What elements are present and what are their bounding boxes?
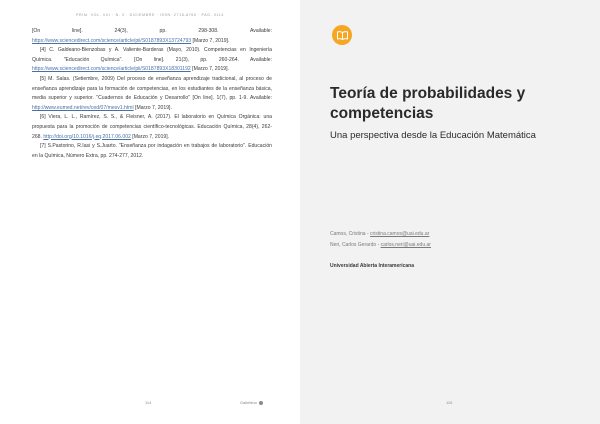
article-subtitle: Una perspectiva desde la Educación Matemática [330, 130, 536, 141]
right-page [300, 0, 600, 424]
reference-list [32, 27, 272, 161]
open-book-icon [337, 31, 348, 40]
author-line: Neri, Carlos Gerardo - carlos.neri@uai.edu.ar [330, 242, 431, 248]
brand-logo-icon [259, 401, 263, 405]
reference-item: [5] M. Salas. (Setiembre, 2009) Del proceso de enseñanza aprendizaje tradicional, al proceso de enseñanza aprendizaje para la formación de competencias, en los estudiantes de la enseñanza básica, media superior y superior. "Cuadernos de Educación y Desarrollo" [On line]. 1(7), pp. 1-9. Available: http://www.eumed.net/rev/ced/07/mesv1.html [Marzo 7, 2019]. [32, 75, 272, 111]
author-line: Camos, Cristina - cristina.camos@uai.edu.ar [330, 231, 430, 237]
running-head: PRIM. VOL. XIII · N. 3 · DICIEMBRE · ISSN: 2718-8760 · PAG. 0114 [76, 13, 224, 17]
reference-item: [4] C. Galdeano-Bienzobas y A. Valiente-Barderas (Mayo, 2010). Competencias en Ingeniería Química. "Educación Química". [On line]. 21(3), pp. 260-264. Available: https://www.sciencedirect.com/science/article/pii/S0187893X18301192 [Marzo 7, 2019]. [32, 47, 272, 73]
reference-item: [6] Viera, L. L., Ramírez, S. S., & Fleisner, A. (2017). El laboratorio en Química Orgánica: una propuesta para la promoción de competencias científico-tecnológicas. Educación Química, 28(4), 262-268. http://doi.org/10.1016/j.eq.2017.06.002 [Marzo 7, 2019]. [32, 114, 272, 140]
university-name: Universidad Abierta Interamericana [330, 263, 415, 269]
page-number-left: 114 [145, 400, 152, 405]
reference-link[interactable]: http://doi.org/10.1016/j.eq.2017.06.002 [43, 133, 131, 140]
author-list [330, 229, 431, 251]
reference-link[interactable]: http://www.eumed.net/rev/ced/07/mesv1.html [32, 104, 134, 111]
reference-link[interactable]: https://www.sciencedirect.com/science/article/pii/S0187893X18301192 [32, 66, 191, 73]
author-email-link[interactable]: cristina.camos@uai.edu.ar [370, 231, 430, 237]
footer-brand: Gallettino [240, 400, 263, 405]
author-email-link[interactable]: carlos.neri@uai.edu.ar [380, 242, 431, 248]
reference-item: [7] S.Pastorino, R.Iasi y S.Juarto. "Enseñanza por indagación en trabajos de laboratorio". Educación en la Química, Número Extra, pp. 274-277, 2012. [32, 143, 272, 159]
reference-item: [On line]. 24(3), pp. 298-308. Available: https://www.sciencedirect.com/science/article/pii/S0187893X13724793 [Marzo 7, 2019]. [32, 28, 272, 44]
article-title: Teoría de probabilidades y competencias [330, 85, 526, 122]
reference-link[interactable]: https://www.sciencedirect.com/science/article/pii/S0187893X13724793 [32, 37, 192, 44]
page-number-right: 115 [446, 400, 453, 405]
section-badge [332, 25, 352, 45]
